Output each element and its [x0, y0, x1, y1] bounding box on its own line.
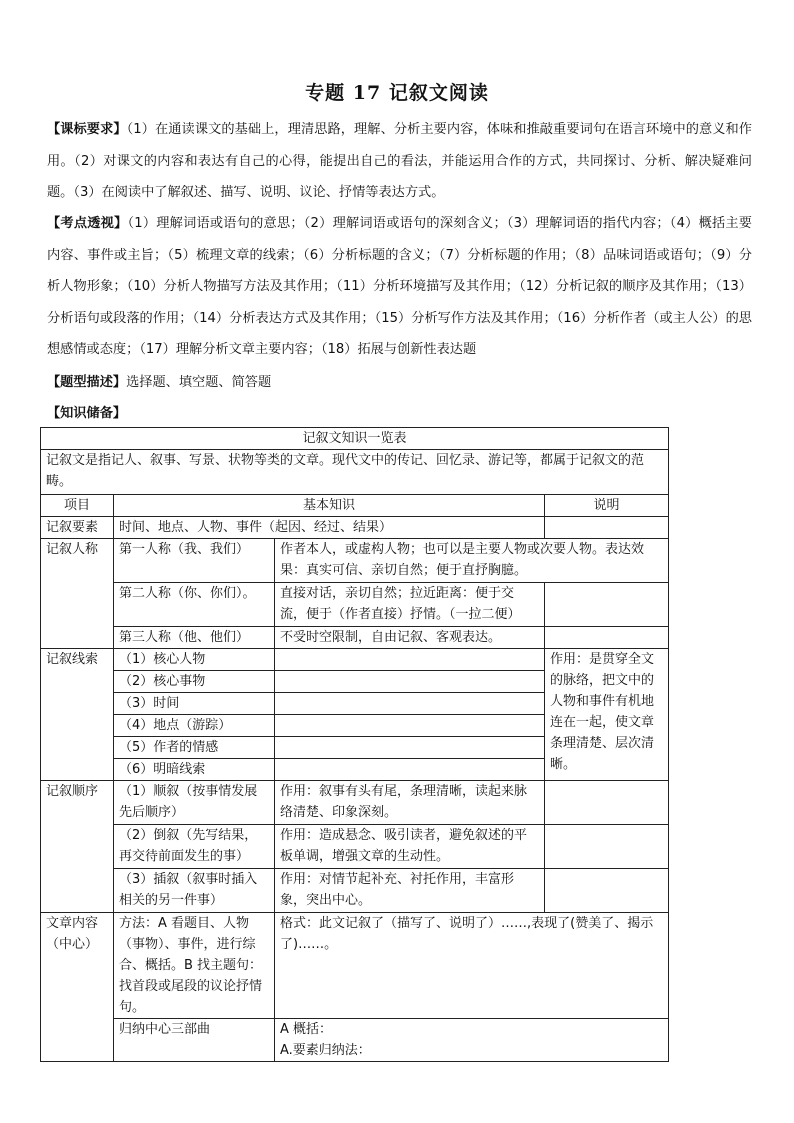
clue-desc-5	[275, 737, 545, 759]
clue-item-3: （3）时间	[114, 693, 275, 715]
summary-step-b: A.要素归纳法：	[280, 1043, 371, 1058]
header-basic: 基本知识	[114, 495, 545, 517]
clue-desc-3	[275, 693, 545, 715]
clues-label: 记叙线索	[41, 649, 114, 781]
summary-step-a: A 概括：	[280, 1022, 333, 1037]
table-intro: 记叙文是指记人、叙事、写景、状物等类的文章。现代文中的传记、回忆录、游记等，都属于记叙文的范畴。	[41, 450, 669, 495]
clue-desc-4	[275, 715, 545, 737]
clue-item-4: （4）地点（游踪）	[114, 715, 275, 737]
clue-desc-2	[275, 671, 545, 693]
elements-row	[41, 517, 669, 539]
content-row-1	[41, 913, 669, 1019]
order-desc-3: 作用：对情节起补充、衬托作用，丰富形象，突出中心。	[275, 869, 545, 913]
order-desc-1: 作用：叙事有头有尾，条理清晰，读起来脉络清楚、印象深刻。	[275, 781, 545, 825]
question-types-text: 选择题、填空题、简答题	[126, 375, 272, 390]
question-types-label: 【题型描述】	[47, 375, 127, 390]
person-desc-1: 作者本人，或虚构人物；也可以是主要人物或次要人物。表达效果：真实可信、亲切自然；便于直抒胸臆。	[275, 539, 669, 583]
clue-item-6: （6）明暗线索	[114, 759, 275, 781]
summary-steps	[275, 1019, 669, 1062]
content-method: 方法：A 看题目、人物（事物）、事件，进行综合、概括。B 找主题句：找首段或尾段的议论抒情句。	[114, 913, 275, 1019]
person-desc-2: 直接对话，亲切自然；拉近距离：便于交流，便于（作者直接）抒情。（一拉二便）	[275, 583, 545, 627]
question-types-paragraph	[47, 367, 752, 399]
table-caption-row	[41, 428, 669, 450]
elements-label: 记叙要素	[41, 517, 114, 539]
person-desc-3: 不受时空限制，自由记叙、客观表达。	[275, 627, 545, 649]
table-header-row	[41, 495, 669, 517]
clue-item-2: （2）核心事物	[114, 671, 275, 693]
header-item: 项目	[41, 495, 114, 517]
order-desc-2: 作用：造成悬念、吸引读者，避免叙述的平板单调，增强文章的生动性。	[275, 825, 545, 869]
order-name-1: （1）顺叙（按事情发展先后顺序）	[114, 781, 275, 825]
order-row-2	[41, 825, 669, 869]
person-name-3: 第三人称（他、他们）	[114, 627, 275, 649]
person-row-1	[41, 539, 669, 583]
clue-row-1	[41, 649, 669, 671]
person-note-3	[545, 627, 669, 649]
requirements-text: （1）在通读课文的基础上，理清思路，理解、分析主要内容，体味和推敲重要词句在语言环境中的意义和作用。（2）对课文的内容和表达有自己的心得，能提出自己的看法，并能运用合作的方式，共同探讨、分析、解决疑难问题。（3）在阅读中了解叙述、描写、说明、议论、抒情等表达方式。	[47, 122, 752, 201]
person-name-2: 第二人称（你、你们）。	[114, 583, 275, 627]
order-name-3: （3）插叙（叙事时插入相关的另一件事）	[114, 869, 275, 913]
table-intro-row	[41, 450, 669, 495]
order-note-2	[545, 825, 669, 869]
requirements-paragraph	[47, 114, 752, 209]
elements-content: 时间、地点、人物、事件（起因、经过、结果）	[114, 517, 545, 539]
requirements-label: 【课标要求】	[47, 122, 127, 137]
person-label: 记叙人称	[41, 539, 114, 649]
knowledge-label: 【知识储备】	[47, 406, 127, 421]
clue-item-5: （5）作者的情感	[114, 737, 275, 759]
order-row-3	[41, 869, 669, 913]
table-caption: 记叙文知识一览表	[41, 428, 669, 450]
order-note-3	[545, 869, 669, 913]
elements-note	[545, 517, 669, 539]
order-name-2: （2）倒叙（先写结果，再交待前面发生的事）	[114, 825, 275, 869]
clue-desc-1	[275, 649, 545, 671]
summary-name: 归纳中心三部曲	[114, 1019, 275, 1062]
key-points-text: （1）理解词语或语句的意思；（2）理解词语或语句的深刻含义；（3）理解词语的指代内容；（4）概括主要内容、事件或主旨；（5）梳理文章的线索；（6）分析标题的含义；（7）分析标题的作用；（8）品味词语或语句；（9）分析人物形象；（10）分析人物描写方法及其作用；（11）分析环境描写及其作用；（12）分析记叙的顺序及其作用；（13）分析语句或段落的作用；（14）分析表达方式及其作用；（15）分析写作方法及其作用；（16）分析作者（或主人公）的思想感情或态度；（17）理解分析文章主要内容；（18）拓展与创新性表达题	[47, 216, 752, 358]
header-note: 说明	[545, 495, 669, 517]
person-name-1: 第一人称（我、我们）	[114, 539, 275, 583]
clue-desc-6	[275, 759, 545, 781]
clue-item-1: （1）核心人物	[114, 649, 275, 671]
person-row-3	[41, 627, 669, 649]
page-title: 专题 17 记叙文阅读	[305, 82, 489, 104]
person-note-2	[545, 583, 669, 627]
person-row-2	[41, 583, 669, 627]
clues-note: 作用：是贯穿全文的脉络，把文中的人物和事件有机地连在一起，使文章条理清楚、层次清晰。	[545, 649, 669, 781]
content-row-2	[41, 1019, 669, 1062]
content-label: 文章内容（中心）	[41, 913, 114, 1062]
knowledge-table	[40, 427, 669, 1062]
order-row-1	[41, 781, 669, 825]
order-label: 记叙顺序	[41, 781, 114, 913]
order-note-1	[545, 781, 669, 825]
key-points-label: 【考点透视】	[47, 216, 128, 231]
key-points-paragraph	[47, 208, 752, 366]
content-format: 格式：此文记叙了（描写了、说明了）……,表现了(赞美了、揭示了)……。	[275, 913, 669, 1019]
